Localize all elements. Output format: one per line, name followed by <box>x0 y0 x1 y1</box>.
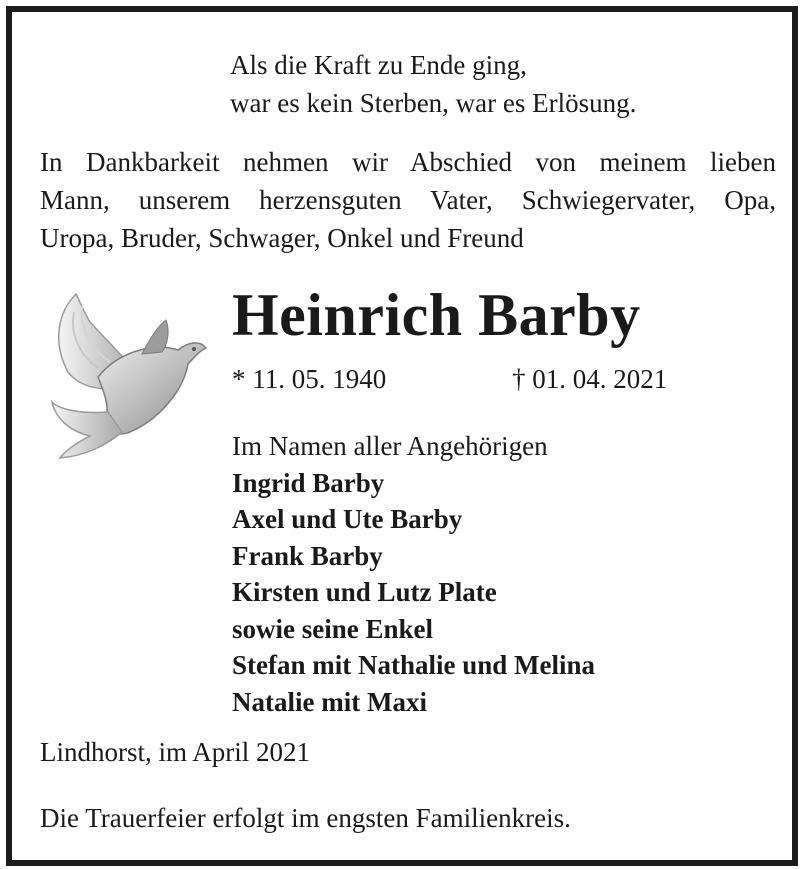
intro-line: In Dankbarkeit nehmen wir Abschied von meinem lieben <box>40 147 776 177</box>
intro-text <box>40 143 776 257</box>
deceased-name: Heinrich Barby <box>232 282 641 348</box>
death-date: † 01. 04. 2021 <box>512 364 668 394</box>
family-member: Natalie mit Maxi <box>232 686 427 717</box>
family-member: Ingrid Barby <box>232 467 385 498</box>
intro-line: Uropa, Bruder, Schwager, Onkel und Freund <box>40 223 524 253</box>
family-member: Axel und Ute Barby <box>232 504 463 534</box>
place-date: Lindhorst, im April 2021 <box>40 737 310 767</box>
closing-note: Die Trauerfeier erfolgt im engsten Familienkreis. <box>40 803 571 833</box>
poem <box>230 46 636 122</box>
family-member: Stefan mit Nathalie und Melina <box>232 650 596 680</box>
family-list <box>232 428 595 720</box>
poem-line: Als die Kraft zu Ende ging, <box>230 50 527 80</box>
dove-icon <box>38 282 208 462</box>
obituary-notice <box>6 6 798 866</box>
poem-line: war es kein Sterben, war es Erlösung. <box>230 88 637 118</box>
family-member: Kirsten und Lutz Plate <box>232 577 497 607</box>
family-heading: Im Namen aller Angehörigen <box>232 431 548 461</box>
birth-date: * 11. 05. 1940 <box>232 364 387 394</box>
family-member: Frank Barby <box>232 540 383 571</box>
intro-line: Mann, unserem herzensguten Vater, Schwiegervater, Opa, <box>40 185 776 215</box>
family-member: sowie seine Enkel <box>232 613 434 644</box>
